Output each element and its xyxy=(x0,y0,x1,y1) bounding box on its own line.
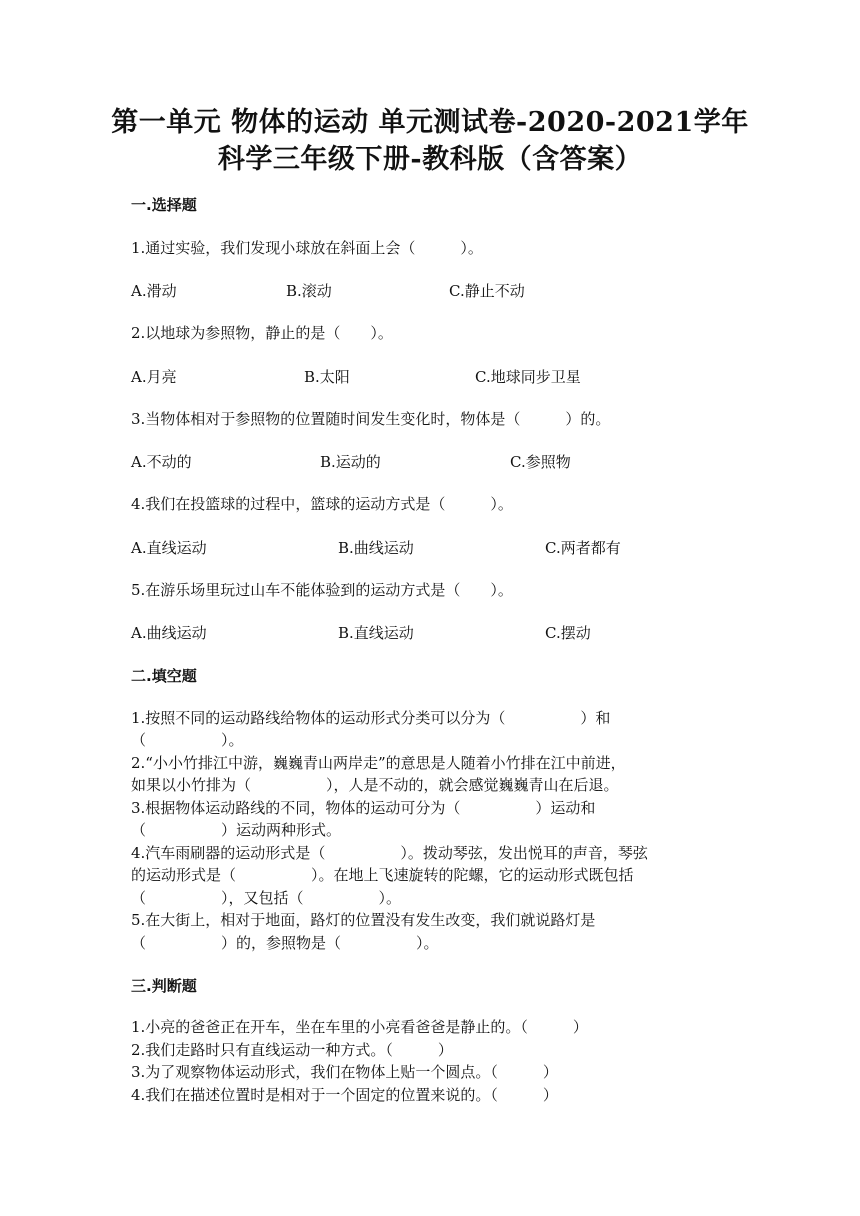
title-line-1: 第一单元 物体的运动 单元测试卷-2020-2021学年 xyxy=(111,107,749,138)
option-c: C.地球同步卫星 xyxy=(475,368,581,386)
question-stem: 4.我们在投篮球的过程中，篮球的运动方式是（ ）。 xyxy=(131,495,513,513)
section-heading-fill: 二.填空题 xyxy=(131,667,197,685)
fill-line: （ ）的，参照物是（ ）。 xyxy=(131,934,439,952)
question-stem: 5.在游乐场里玩过山车不能体验到的运动方式是（ ）。 xyxy=(131,581,513,599)
fill-line: 4.汽车雨刷器的运动形式是（ ）。拨动琴弦，发出悦耳的声音，琴弦 xyxy=(131,844,648,862)
fill-line: 2.“小小竹排江中游，巍巍青山两岸走”的意思是人随着小竹排在江中前进， xyxy=(131,754,626,772)
option-a: A.曲线运动 xyxy=(131,624,207,642)
option-a: A.直线运动 xyxy=(131,539,207,557)
fill-line: 1.按照不同的运动路线给物体的运动形式分类可以分为（ ）和 xyxy=(131,709,611,727)
fill-line: （ ）运动两种形式。 xyxy=(131,821,342,839)
judge-line: 3.为了观察物体运动形式，我们在物体上贴一个圆点。（ ） xyxy=(131,1063,558,1081)
fill-line: 的运动形式是（ ）。在地上飞速旋转的陀螺，它的运动形式既包括 xyxy=(131,866,634,884)
question-stem: 2.以地球为参照物，静止的是（ ）。 xyxy=(131,324,393,342)
fill-line: 如果以小竹排为（ ），人是不动的，就会感觉巍巍青山在后退。 xyxy=(131,776,619,794)
option-b: B.曲线运动 xyxy=(338,539,414,557)
option-a: A.滑动 xyxy=(131,282,177,300)
option-b: B.运动的 xyxy=(320,453,381,471)
section-heading-judge: 三.判断题 xyxy=(131,977,197,995)
question-stem: 3.当物体相对于参照物的位置随时间发生变化时，物体是（ ）的。 xyxy=(131,410,611,428)
option-a: A.月亮 xyxy=(131,368,177,386)
fill-line: （ ）。 xyxy=(131,731,244,749)
fill-line: 3.根据物体运动路线的不同，物体的运动可分为（ ）运动和 xyxy=(131,799,596,817)
fill-line: （ ），又包括（ ）。 xyxy=(131,889,402,907)
judge-line: 2.我们走路时只有直线运动一种方式。（ ） xyxy=(131,1041,453,1059)
judge-line: 1.小亮的爸爸正在开车，坐在车里的小亮看爸爸是静止的。（ ） xyxy=(131,1018,588,1036)
question-stem: 1.通过实验，我们发现小球放在斜面上会（ ）。 xyxy=(131,239,483,257)
section-heading-choice: 一.选择题 xyxy=(131,196,197,214)
option-b: B.太阳 xyxy=(304,368,350,386)
option-b: B.滚动 xyxy=(286,282,332,300)
option-c: C.两者都有 xyxy=(545,539,621,557)
option-c: C.摆动 xyxy=(545,624,591,642)
option-c: C.参照物 xyxy=(510,453,571,471)
option-b: B.直线运动 xyxy=(338,624,414,642)
title-line-2: 科学三年级下册-教科版（含答案） xyxy=(217,144,643,175)
option-c: C.静止不动 xyxy=(449,282,525,300)
option-a: A.不动的 xyxy=(131,453,192,471)
fill-line: 5.在大街上，相对于地面，路灯的位置没有发生改变，我们就说路灯是 xyxy=(131,911,596,929)
judge-line: 4.我们在描述位置时是相对于一个固定的位置来说的。（ ） xyxy=(131,1086,558,1104)
